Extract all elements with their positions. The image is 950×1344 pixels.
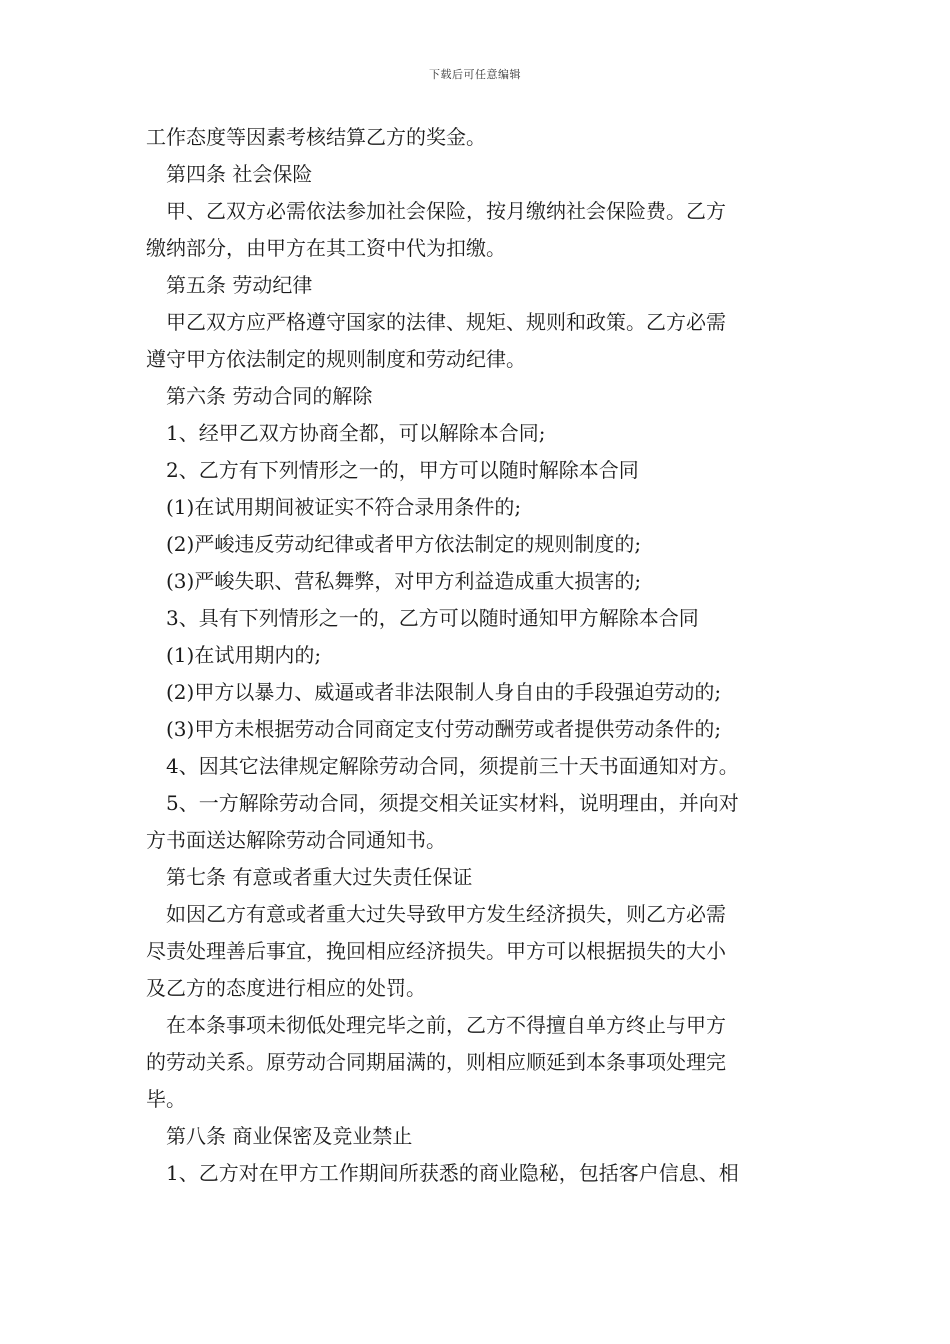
paragraph-line: 毕。 bbox=[146, 1087, 186, 1111]
paragraph-line: 第五条 劳动纪律 bbox=[166, 273, 313, 297]
paragraph-line: (2)严峻违反劳动纪律或者甲方依法制定的规则制度的; bbox=[166, 532, 642, 556]
paragraph-line: 尽责处理善后事宜，挽回相应经济损失。甲方可以根据损失的大小 bbox=[146, 939, 726, 963]
paragraph-line: 1、乙方对在甲方工作期间所获悉的商业隐秘，包括客户信息、相 bbox=[166, 1161, 739, 1185]
paragraph-line: 第七条 有意或者重大过失责任保证 bbox=[166, 865, 473, 889]
paragraph-line: 1、经甲乙双方协商全都，可以解除本合同; bbox=[166, 421, 546, 445]
paragraph-line: 如因乙方有意或者重大过失导致甲方发生经济损失，则乙方必需 bbox=[166, 902, 726, 926]
paragraph-line: (3)甲方未根据劳动合同商定支付劳动酬劳或者提供劳动条件的; bbox=[166, 717, 722, 741]
paragraph-line: 甲、乙双方必需依法参加社会保险，按月缴纳社会保险费。乙方 bbox=[166, 199, 726, 223]
paragraph-line: 第四条 社会保险 bbox=[166, 162, 313, 186]
paragraph-line: 第六条 劳动合同的解除 bbox=[166, 384, 373, 408]
paragraph-line: 工作态度等因素考核结算乙方的奖金。 bbox=[146, 125, 486, 149]
paragraph-line: (3)严峻失职、营私舞弊，对甲方利益造成重大损害的; bbox=[166, 569, 642, 593]
paragraph-line: (1)在试用期内的; bbox=[166, 643, 322, 667]
paragraph-line: 甲乙双方应严格遵守国家的法律、规矩、规则和政策。乙方必需 bbox=[166, 310, 726, 334]
paragraph-line: 5、一方解除劳动合同，须提交相关证实材料，说明理由，并向对 bbox=[166, 791, 739, 815]
paragraph-line: 4、因其它法律规定解除劳动合同，须提前三十天书面通知对方。 bbox=[166, 754, 739, 778]
paragraph-line: 3、具有下列情形之一的，乙方可以随时通知甲方解除本合同 bbox=[166, 606, 699, 630]
paragraph-line: 遵守甲方依法制定的规则制度和劳动纪律。 bbox=[146, 347, 526, 371]
paragraph-line: 缴纳部分，由甲方在其工资中代为扣缴。 bbox=[146, 236, 506, 260]
paragraph-line: 在本条事项未彻低处理完毕之前，乙方不得擅自单方终止与甲方 bbox=[166, 1013, 726, 1037]
document-body bbox=[146, 119, 806, 1192]
paragraph-line: 的劳动关系。原劳动合同期届满的，则相应顺延到本条事项处理完 bbox=[146, 1050, 726, 1074]
paragraph-line: 方书面送达解除劳动合同通知书。 bbox=[146, 828, 446, 852]
paragraph-line: (1)在试用期间被证实不符合录用条件的; bbox=[166, 495, 522, 519]
page-header-note: 下载后可任意编辑 bbox=[429, 68, 521, 81]
paragraph-line: 2、乙方有下列情形之一的，甲方可以随时解除本合同 bbox=[166, 458, 639, 482]
paragraph-line: 及乙方的态度进行相应的处罚。 bbox=[146, 976, 426, 1000]
paragraph-line: 第八条 商业保密及竞业禁止 bbox=[166, 1124, 413, 1148]
paragraph-line: (2)甲方以暴力、威逼或者非法限制人身自由的手段强迫劳动的; bbox=[166, 680, 722, 704]
